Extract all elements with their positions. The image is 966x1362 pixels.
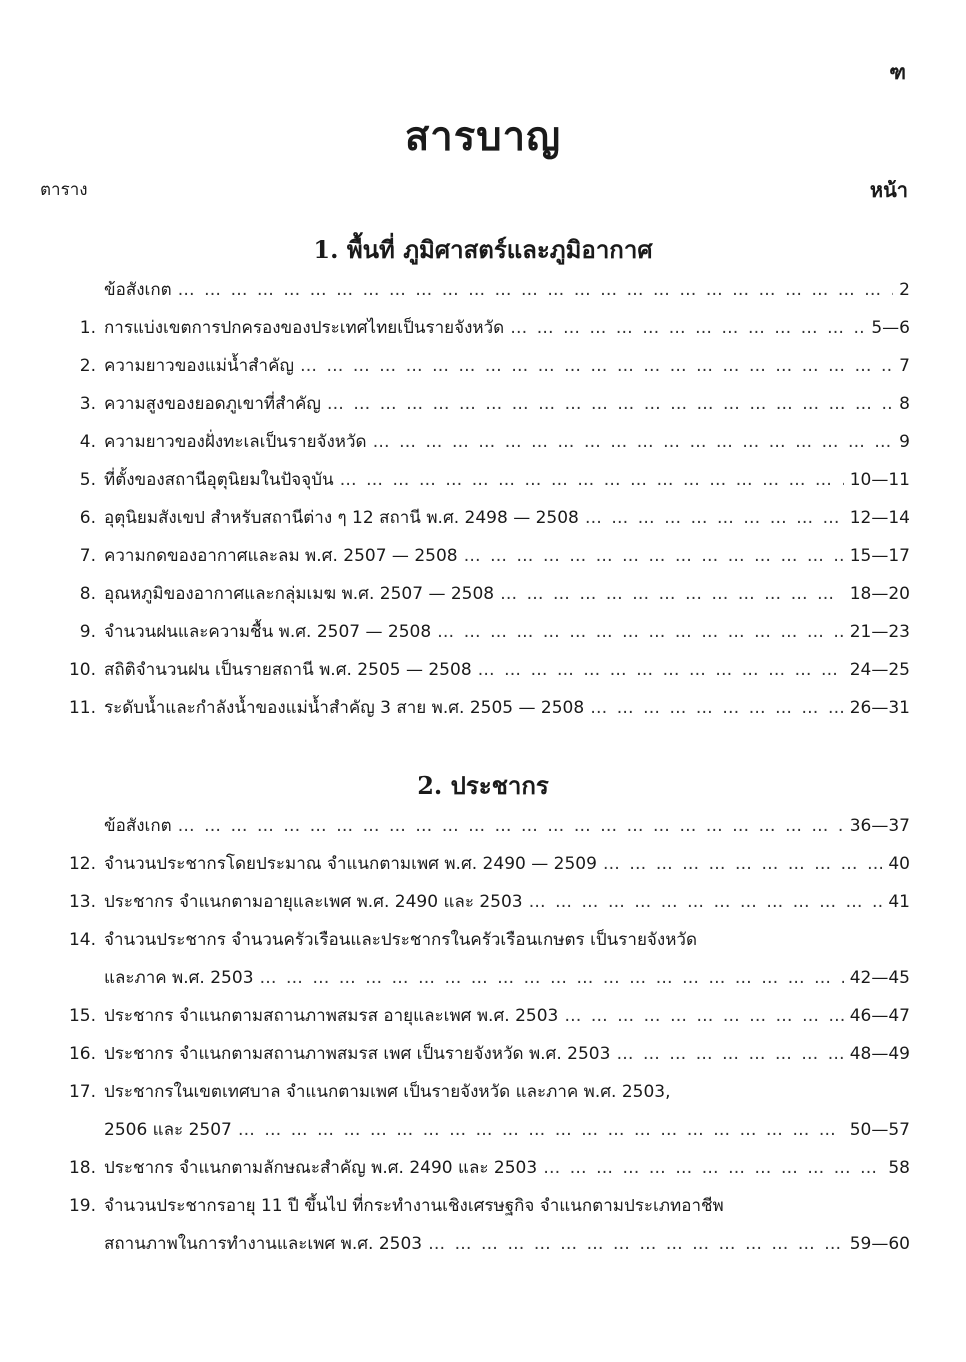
toc-entry — [58, 850, 910, 880]
toc-entry — [58, 428, 910, 458]
toc-entry-page: 10—11 — [849, 470, 910, 490]
toc-entry-label: สถิติจำนวนฝน เป็นรายสถานี พ.ศ. 2505 — 2508 — [104, 660, 472, 680]
toc-entry-page: 40 — [888, 854, 910, 874]
toc-entry-label: ระดับน้ำและกำลังน้ำของแม่น้ำสำคัญ 3 สาย พ.ศ. 2505 — 2508 — [104, 698, 585, 718]
leader-dots — [585, 508, 844, 528]
leader-dots — [340, 470, 844, 490]
toc-entry-number: 7. — [79, 546, 96, 566]
toc-entry-label: จำนวนประชากรอายุ 11 ปี ขึ้นไป ที่กระทำงานเชิงเศรษฐกิจ จำแนกตามประเภทอาชีพ — [104, 1196, 724, 1216]
toc-entry-page: 36—37 — [849, 816, 910, 836]
toc-entry — [58, 888, 910, 918]
toc-entry-number: 3. — [79, 394, 96, 414]
toc-entry-number: 12. — [68, 854, 96, 874]
toc-entry-number: 11. — [68, 698, 96, 718]
leader-dots — [616, 1044, 843, 1064]
toc-entry-number: 1. — [79, 318, 96, 338]
leader-dots — [300, 356, 893, 376]
toc-entry — [58, 466, 910, 496]
toc-entry-label: อุตุนิยมสังเขป สำหรับสถานีต่าง ๆ 12 สถานี พ.ศ. 2498 — 2508 — [104, 508, 579, 528]
toc-entry-number: 5. — [79, 470, 96, 490]
section-heading: 1. พื้นที่ ภูมิศาสตร์และภูมิอากาศ — [313, 235, 653, 264]
toc-entry-page: 59—60 — [849, 1234, 910, 1254]
toc-entry — [58, 352, 910, 382]
leader-dots — [178, 816, 844, 836]
toc-entry-label: ประชากร จำแนกตามสถานภาพสมรส เพศ เป็นรายจังหวัด พ.ศ. 2503 — [104, 1044, 611, 1064]
leader-dots — [510, 318, 865, 338]
leader-dots — [178, 280, 894, 300]
toc-entry-label: ประชากร จำแนกตามสถานภาพสมรส อายุและเพศ พ.ศ. 2503 — [104, 1006, 559, 1026]
toc-entry — [58, 618, 910, 648]
toc-entry-label: อุณหภูมิของอากาศและกลุ่มเมฆ พ.ศ. 2507 — 2508 — [104, 584, 495, 604]
toc-entry-number: 19. — [68, 1196, 96, 1216]
toc-entry-label: จำนวนประชากรโดยประมาณ จำแนกตามเพศ พ.ศ. 2490 — 2509 — [104, 854, 597, 874]
toc-entry-label: ข้อสังเกต — [104, 816, 172, 836]
column-label-table: ตาราง — [40, 180, 88, 200]
toc-entry-label: ประชากรในเขตเทศบาล จำแนกตามเพศ เป็นรายจังหวัด และภาค พ.ศ. 2503, — [104, 1082, 671, 1102]
toc-entry — [58, 926, 910, 956]
toc-entry-number: 8. — [79, 584, 96, 604]
toc-entry — [58, 504, 910, 534]
toc-entry-label: ความกดของอากาศและลม พ.ศ. 2507 — 2508 — [104, 546, 458, 566]
page-title: สารบาญ — [404, 113, 562, 160]
toc-entry — [58, 580, 910, 610]
toc-entry-label: 2506 และ 2507 — [104, 1120, 232, 1140]
toc-entry-label: จำนวนประชากร จำนวนครัวเรือนและประชากรในครัวเรือนเกษตร เป็นรายจังหวัด — [104, 930, 697, 950]
toc-entry-number: 18. — [68, 1158, 96, 1178]
toc-entry-number: 10. — [68, 660, 96, 680]
leader-dots — [564, 1006, 843, 1026]
toc-entry-label: การแบ่งเขตการปกครองของประเทศไทยเป็นรายจังหวัด — [104, 318, 505, 338]
toc-entry-label: ข้อสังเกต — [104, 280, 172, 300]
toc-entry-page: 18—20 — [849, 584, 910, 604]
toc-entry-label: สถานภาพในการทำงานและเพศ พ.ศ. 2503 — [104, 1234, 423, 1254]
toc-entry-page: 48—49 — [849, 1044, 910, 1064]
leader-dots — [543, 1158, 882, 1178]
toc-entry-page: 24—25 — [849, 660, 910, 680]
toc-entry-page: 50—57 — [849, 1120, 910, 1140]
toc-entry — [58, 542, 910, 572]
toc-entry — [58, 656, 910, 686]
toc-entry-label: ความสูงของยอดภูเขาที่สำคัญ — [104, 394, 321, 414]
toc-entry — [58, 694, 910, 724]
toc-note-entry — [58, 812, 910, 842]
toc-entry-number: 2. — [79, 356, 96, 376]
toc-entry-page: 58 — [888, 1158, 910, 1178]
leader-dots — [327, 394, 893, 414]
toc-entry — [58, 1192, 910, 1222]
leader-dots — [603, 854, 882, 874]
toc-entry-page: 15—17 — [849, 546, 910, 566]
leader-dots — [529, 892, 883, 912]
leader-dots — [590, 698, 844, 718]
leader-dots — [478, 660, 844, 680]
toc-entry-label: ประชากร จำแนกตามลักษณะสำคัญ พ.ศ. 2490 และ 2503 — [104, 1158, 538, 1178]
toc-entry — [58, 1040, 910, 1070]
toc-entry-number: 14. — [68, 930, 96, 950]
toc-entry-continuation — [58, 964, 910, 994]
toc-entry-page: 26—31 — [849, 698, 910, 718]
toc-entry-continuation — [58, 1116, 910, 1146]
toc-entry-number: 6. — [79, 508, 96, 528]
toc-entry-label: ประชากร จำแนกตามอายุและเพศ พ.ศ. 2490 และ 2503 — [104, 892, 523, 912]
toc-entry-number: 4. — [79, 432, 96, 452]
toc-entry-page: 12—14 — [849, 508, 910, 528]
toc-entry-number: 15. — [68, 1006, 96, 1026]
toc-entry-label: และภาค พ.ศ. 2503 — [104, 968, 254, 988]
leader-dots — [260, 968, 844, 988]
toc-entry-label: ที่ตั้งของสถานีอุตุนิยมในปัจจุบัน — [104, 470, 334, 490]
page-number: ฑ — [889, 60, 906, 84]
toc-entry-page: 7 — [899, 356, 910, 376]
leader-dots — [500, 584, 844, 604]
section-heading: 2. ประชากร — [417, 771, 549, 800]
leader-dots — [373, 432, 894, 452]
toc-entry — [58, 314, 910, 344]
toc-note-entry — [58, 276, 910, 306]
toc-entry — [58, 1002, 910, 1032]
toc-entry-page: 21—23 — [849, 622, 910, 642]
toc-entry-number: 16. — [68, 1044, 96, 1064]
toc-entry-page: 46—47 — [849, 1006, 910, 1026]
toc-entry-number: 17. — [68, 1082, 96, 1102]
leader-dots — [464, 546, 844, 566]
toc-entry-page: 9 — [899, 432, 910, 452]
toc-entry — [58, 1078, 910, 1108]
leader-dots — [428, 1234, 844, 1254]
toc-entry — [58, 1154, 910, 1184]
toc-entry-number: 13. — [68, 892, 96, 912]
toc-entry-continuation — [58, 1230, 910, 1260]
leader-dots — [437, 622, 844, 642]
leader-dots — [238, 1120, 844, 1140]
toc-entry-number: 9. — [79, 622, 96, 642]
toc-entry-page: 2 — [899, 280, 910, 300]
toc-entry-label: ความยาวของฝั่งทะเลเป็นรายจังหวัด — [104, 432, 367, 452]
toc-entry-page: 8 — [899, 394, 910, 414]
toc-entry-page: 5—6 — [871, 318, 910, 338]
column-label-page: หน้า — [869, 178, 908, 202]
toc-entry-label: จำนวนฝนและความชื้น พ.ศ. 2507 — 2508 — [104, 622, 432, 642]
toc-entry-label: ความยาวของแม่น้ำสำคัญ — [104, 356, 294, 376]
toc-entry-page: 42—45 — [849, 968, 910, 988]
toc-entry — [58, 390, 910, 420]
toc-entry-page: 41 — [888, 892, 910, 912]
